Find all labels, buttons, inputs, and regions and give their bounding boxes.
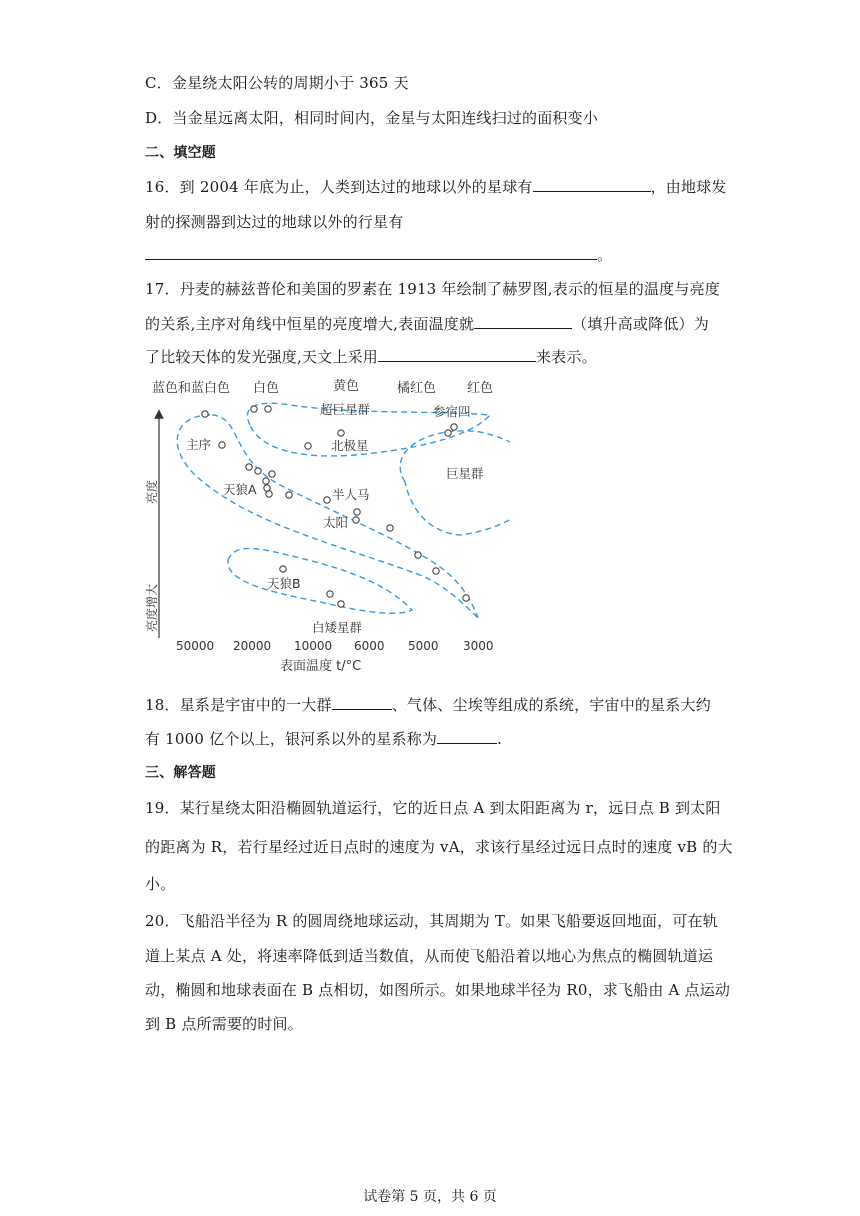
color-label-orange: 橘红色 [397,381,437,396]
star-point [255,468,261,474]
star-point [338,430,344,436]
star-point [324,497,330,503]
question-17-line2 [145,313,709,334]
giant-region [400,431,510,535]
star-point [387,525,393,531]
question-20-line3: 动，椭圆和地球表面在 B 点相切，如图所示。如果地球半径为 R0，求飞船由 A 点运动 [145,981,731,999]
hr-diagram [140,370,510,675]
label-centauri: 半人马 [332,487,370,502]
option-c: C．金星绕太阳公转的周期小于 365 天 [145,74,409,92]
y-axis-label-top: 亮度 [145,479,159,505]
star-point [263,478,269,484]
q17-text-3a: 了比较天体的发光强度,天文上采用 [145,348,378,366]
question-19-line3: 小。 [145,875,176,893]
label-betelgeuse: 参宿四 [433,404,471,419]
color-label-red: 红色 [467,381,494,396]
label-sirius-a: 天狼A [223,482,257,497]
q16-text-2: ，由地球发 [650,178,727,196]
x-tick: 20000 [233,639,272,653]
star-point [265,406,271,412]
q16-text-1: 16．到 2004 年底为止，人类到达过的地球以外的星球有 [145,178,533,196]
star-point [463,595,469,601]
star-point [338,601,344,607]
q18-text-2b: . [497,730,503,748]
option-d: D．当金星远离太阳，相同时间内，金星与太阳连线扫过的面积变小 [145,109,599,127]
star-point [415,552,421,558]
page-footer: 试卷第 5 页，共 6 页 [363,1189,497,1205]
color-label-blue: 蓝色和蓝白色 [152,381,231,396]
question-20-line1: 20．飞船沿半径为 R 的圆周绕地球运动，其周期为 T。如果飞船要返回地面，可在轨 [145,912,718,930]
star-point [286,492,292,498]
q17-text-2a: 的关系,主序对角线中恒星的亮度增大,表面温度就 [145,315,475,333]
star-point [264,485,270,491]
label-sirius-b: 天狼B [267,576,301,591]
color-label-white: 白色 [253,381,280,396]
answer-blank[interactable] [332,695,392,710]
label-giants: 巨星群 [446,466,484,481]
q18-text-1a: 18．星系是宇宙中的一大群 [145,696,332,714]
answer-blank[interactable] [378,347,536,362]
label-sun: 太阳 [323,515,349,530]
x-axis-label: 表面温度 t/°C [280,659,362,674]
answer-blank[interactable] [145,245,597,260]
x-tick: 10000 [294,639,333,653]
x-tick: 5000 [408,639,439,653]
star-point [269,471,275,477]
answer-blank[interactable] [437,729,497,744]
q17-text-3b: 来表示。 [535,348,597,366]
question-20-line4: 到 B 点所需要的时间。 [145,1015,303,1033]
q18-text-1b: 、气体、尘埃等组成的系统，宇宙中的星系大约 [391,696,711,714]
answer-blank[interactable] [474,314,572,329]
y-axis-label-bottom: 亮度增大 [145,583,159,633]
question-19-line1: 19．某行星绕太阳沿椭圆轨道运行，它的近日点 A 到太阳距离为 r，远日点 B 到太阳 [145,799,721,817]
label-supergiants: 超巨星群 [320,402,371,417]
x-tick: 3000 [463,639,494,653]
star-point [451,424,457,430]
star-point [445,430,451,436]
question-16-line1 [145,176,727,197]
star-point [246,464,252,470]
label-polaris: 北极星 [331,438,369,453]
question-17-line1: 17．丹麦的赫兹普伦和美国的罗素在 1913 年绘制了赫罗图,表示的恒星的温度与亮度 [145,280,720,298]
section-title-fill-blank: 二、填空题 [145,145,216,161]
question-18-line1 [145,694,711,715]
x-tick: 6000 [354,639,385,653]
star-point [251,406,257,412]
question-16-line3 [145,244,612,265]
star-point [433,568,439,574]
question-18-line2 [145,728,502,749]
star-point [305,443,311,449]
question-19-line2: 的距离为 R，若行星经过近日点时的速度为 vA，求该行星经过远日点时的速度 vB 的大 [145,838,733,856]
x-tick: 50000 [176,639,215,653]
q16-end: 。 [597,246,613,264]
star-point [327,591,333,597]
star-point [202,411,208,417]
star-point [353,517,359,523]
q17-text-2b: （填升高或降低）为 [572,315,709,333]
white-dwarf-region [228,548,412,613]
label-main-sequence: 主序 [186,437,212,452]
star-point [266,491,272,497]
section-title-answer: 三、解答题 [145,765,216,781]
q18-text-2a: 有 1000 亿个以上，银河系以外的星系称为 [145,730,438,748]
question-16-line2: 射的探测器到达过的地球以外的行星有 [145,213,404,231]
star-point [280,566,286,572]
question-17-line3 [145,346,597,367]
question-20-line2: 道上某点 A 处，将速率降低到适当数值，从而使飞船沿着以地心为焦点的椭圆轨道运 [145,947,714,965]
label-white-dwarfs: 白矮星群 [312,620,363,635]
answer-blank[interactable] [533,177,651,192]
star-point [354,509,360,515]
star-point [219,442,225,448]
color-label-yellow: 黄色 [333,379,360,394]
